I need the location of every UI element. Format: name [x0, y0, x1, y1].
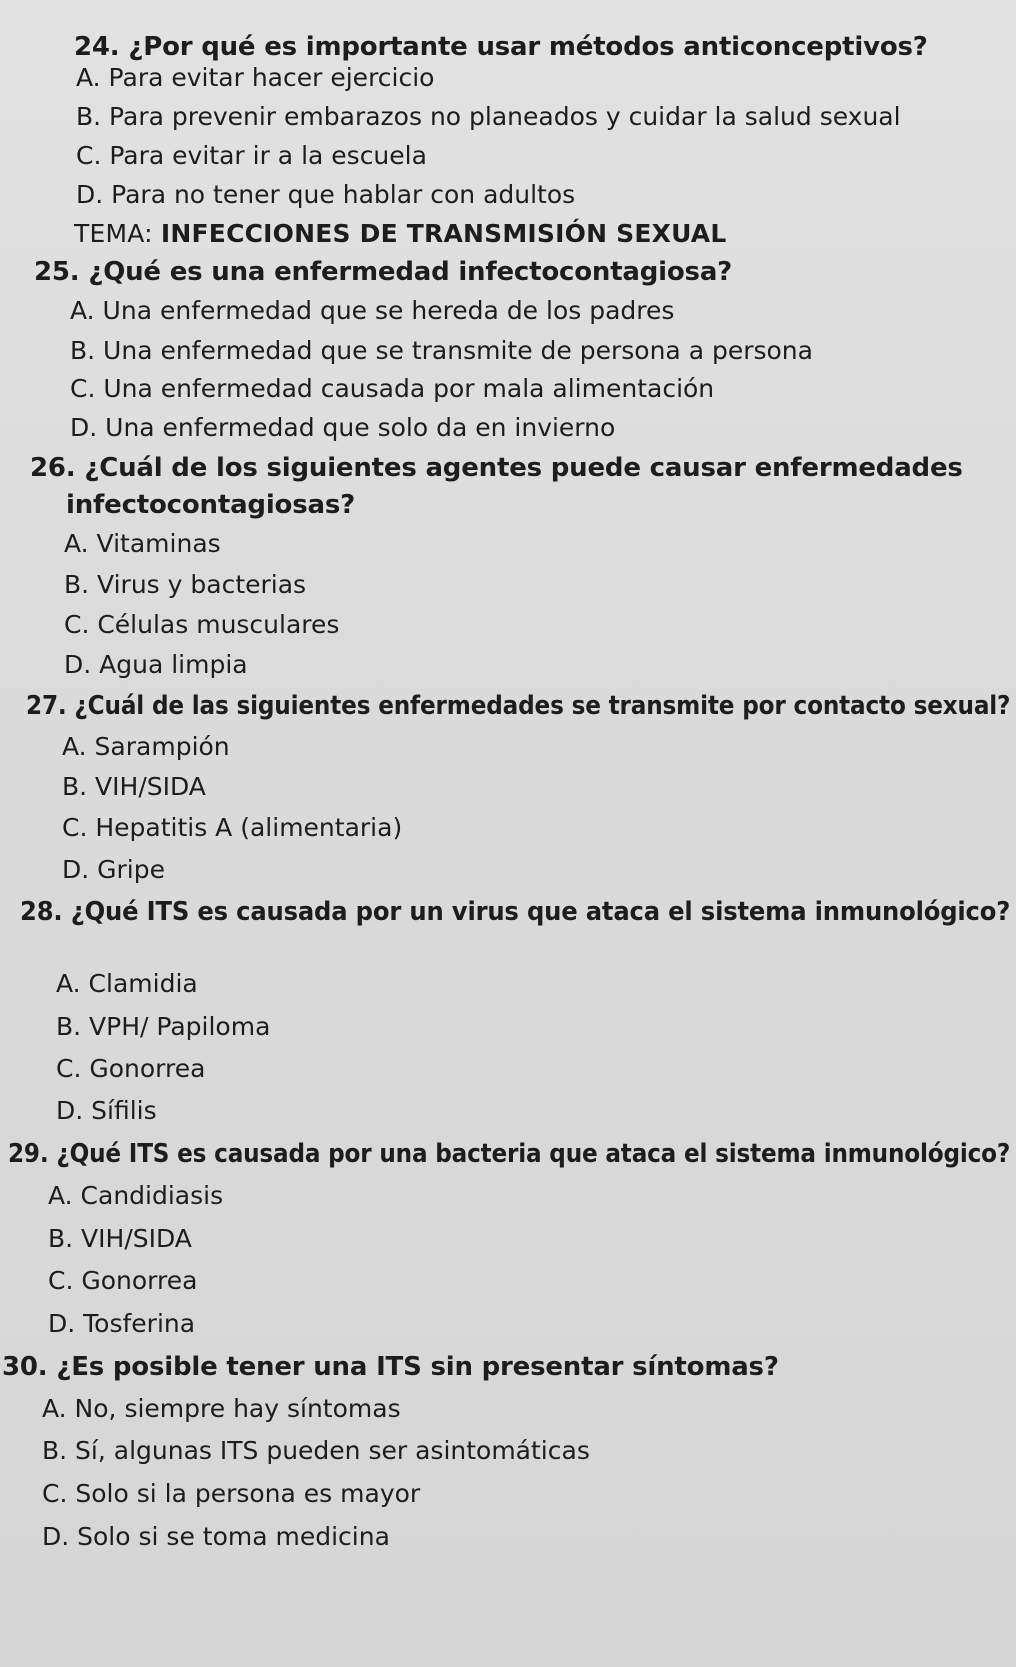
option-24-a: A. Para evitar hacer ejercicio: [76, 63, 435, 92]
option-27-a: A. Sarampión: [62, 732, 230, 761]
question-text: ¿Cuál de las siguientes enfermedades se transmite por contacto sexual?: [74, 691, 1011, 721]
option-29-c: C. Gonorrea: [48, 1266, 198, 1295]
option-24-d: D. Para no tener que hablar con adultos: [76, 180, 576, 209]
option-30-d: D. Solo si se toma medicina: [42, 1522, 390, 1551]
question-text: ¿Qué es una enfermedad infectocontagiosa?: [88, 257, 733, 287]
question-text: ¿Qué ITS es causada por un virus que ataca el sistema inmunológico?: [70, 897, 1011, 927]
option-26-d: D. Agua limpia: [64, 650, 248, 679]
option-25-c: C. Una enfermedad causada por mala alimentación: [70, 374, 715, 403]
question-number: 30.: [2, 1352, 48, 1382]
option-26-b: B. Virus y bacterias: [64, 570, 307, 599]
option-26-c: C. Células musculares: [64, 610, 340, 639]
topic-label: TEMA:: [74, 219, 153, 248]
question-text: ¿Es posible tener una ITS sin presentar síntomas?: [56, 1352, 779, 1382]
option-27-b: B. VIH/SIDA: [62, 772, 206, 801]
question-text: ¿Cuál de los siguientes agentes puede causar enfermedades: [84, 453, 963, 483]
question-26-line2: infectocontagiosas?: [66, 490, 355, 520]
option-30-a: A. No, siempre hay síntomas: [42, 1394, 401, 1423]
topic-title: INFECCIONES DE TRANSMISIÓN SEXUAL: [160, 219, 727, 248]
option-27-c: C. Hepatitis A (alimentaria): [62, 813, 403, 842]
question-text: ¿Qué ITS es causada por una bacteria que ataca el sistema inmunológico?: [56, 1139, 1011, 1169]
option-29-d: D. Tosferina: [48, 1309, 196, 1338]
option-25-b: B. Una enfermedad que se transmite de persona a persona: [70, 336, 813, 365]
option-28-a: A. Clamidia: [56, 969, 198, 998]
option-25-a: A. Una enfermedad que se hereda de los padres: [70, 296, 675, 325]
option-28-d: D. Sífilis: [56, 1096, 157, 1125]
question-29: [8, 1141, 1010, 1167]
question-27: [26, 693, 1010, 719]
question-24: [74, 34, 928, 60]
question-25: [34, 259, 732, 285]
option-24-b: B. Para prevenir embarazos no planeados y cuidar la salud sexual: [76, 102, 901, 131]
option-29-a: A. Candidiasis: [48, 1181, 224, 1210]
option-24-c: C. Para evitar ir a la escuela: [76, 141, 427, 170]
topic-heading: [74, 221, 726, 246]
question-number: 27.: [26, 691, 67, 721]
question-number: 26.: [30, 453, 76, 483]
option-30-b: B. Sí, algunas ITS pueden ser asintomáticas: [42, 1436, 590, 1465]
question-28: [20, 899, 1010, 925]
option-26-a: A. Vitaminas: [64, 529, 221, 558]
question-number: 28.: [20, 897, 63, 927]
option-30-c: C. Solo si la persona es mayor: [42, 1479, 421, 1508]
option-29-b: B. VIH/SIDA: [48, 1224, 192, 1253]
question-30: [2, 1354, 779, 1380]
question-number: 29.: [8, 1139, 49, 1169]
question-number: 25.: [34, 257, 80, 287]
question-26: [30, 455, 963, 481]
option-25-d: D. Una enfermedad que solo da en invierno: [70, 413, 616, 442]
question-number: 24.: [74, 32, 120, 62]
option-27-d: D. Gripe: [62, 855, 165, 884]
question-text: ¿Por qué es importante usar métodos anticonceptivos?: [128, 32, 928, 62]
option-28-b: B. VPH/ Papiloma: [56, 1012, 271, 1041]
option-28-c: C. Gonorrea: [56, 1054, 206, 1083]
